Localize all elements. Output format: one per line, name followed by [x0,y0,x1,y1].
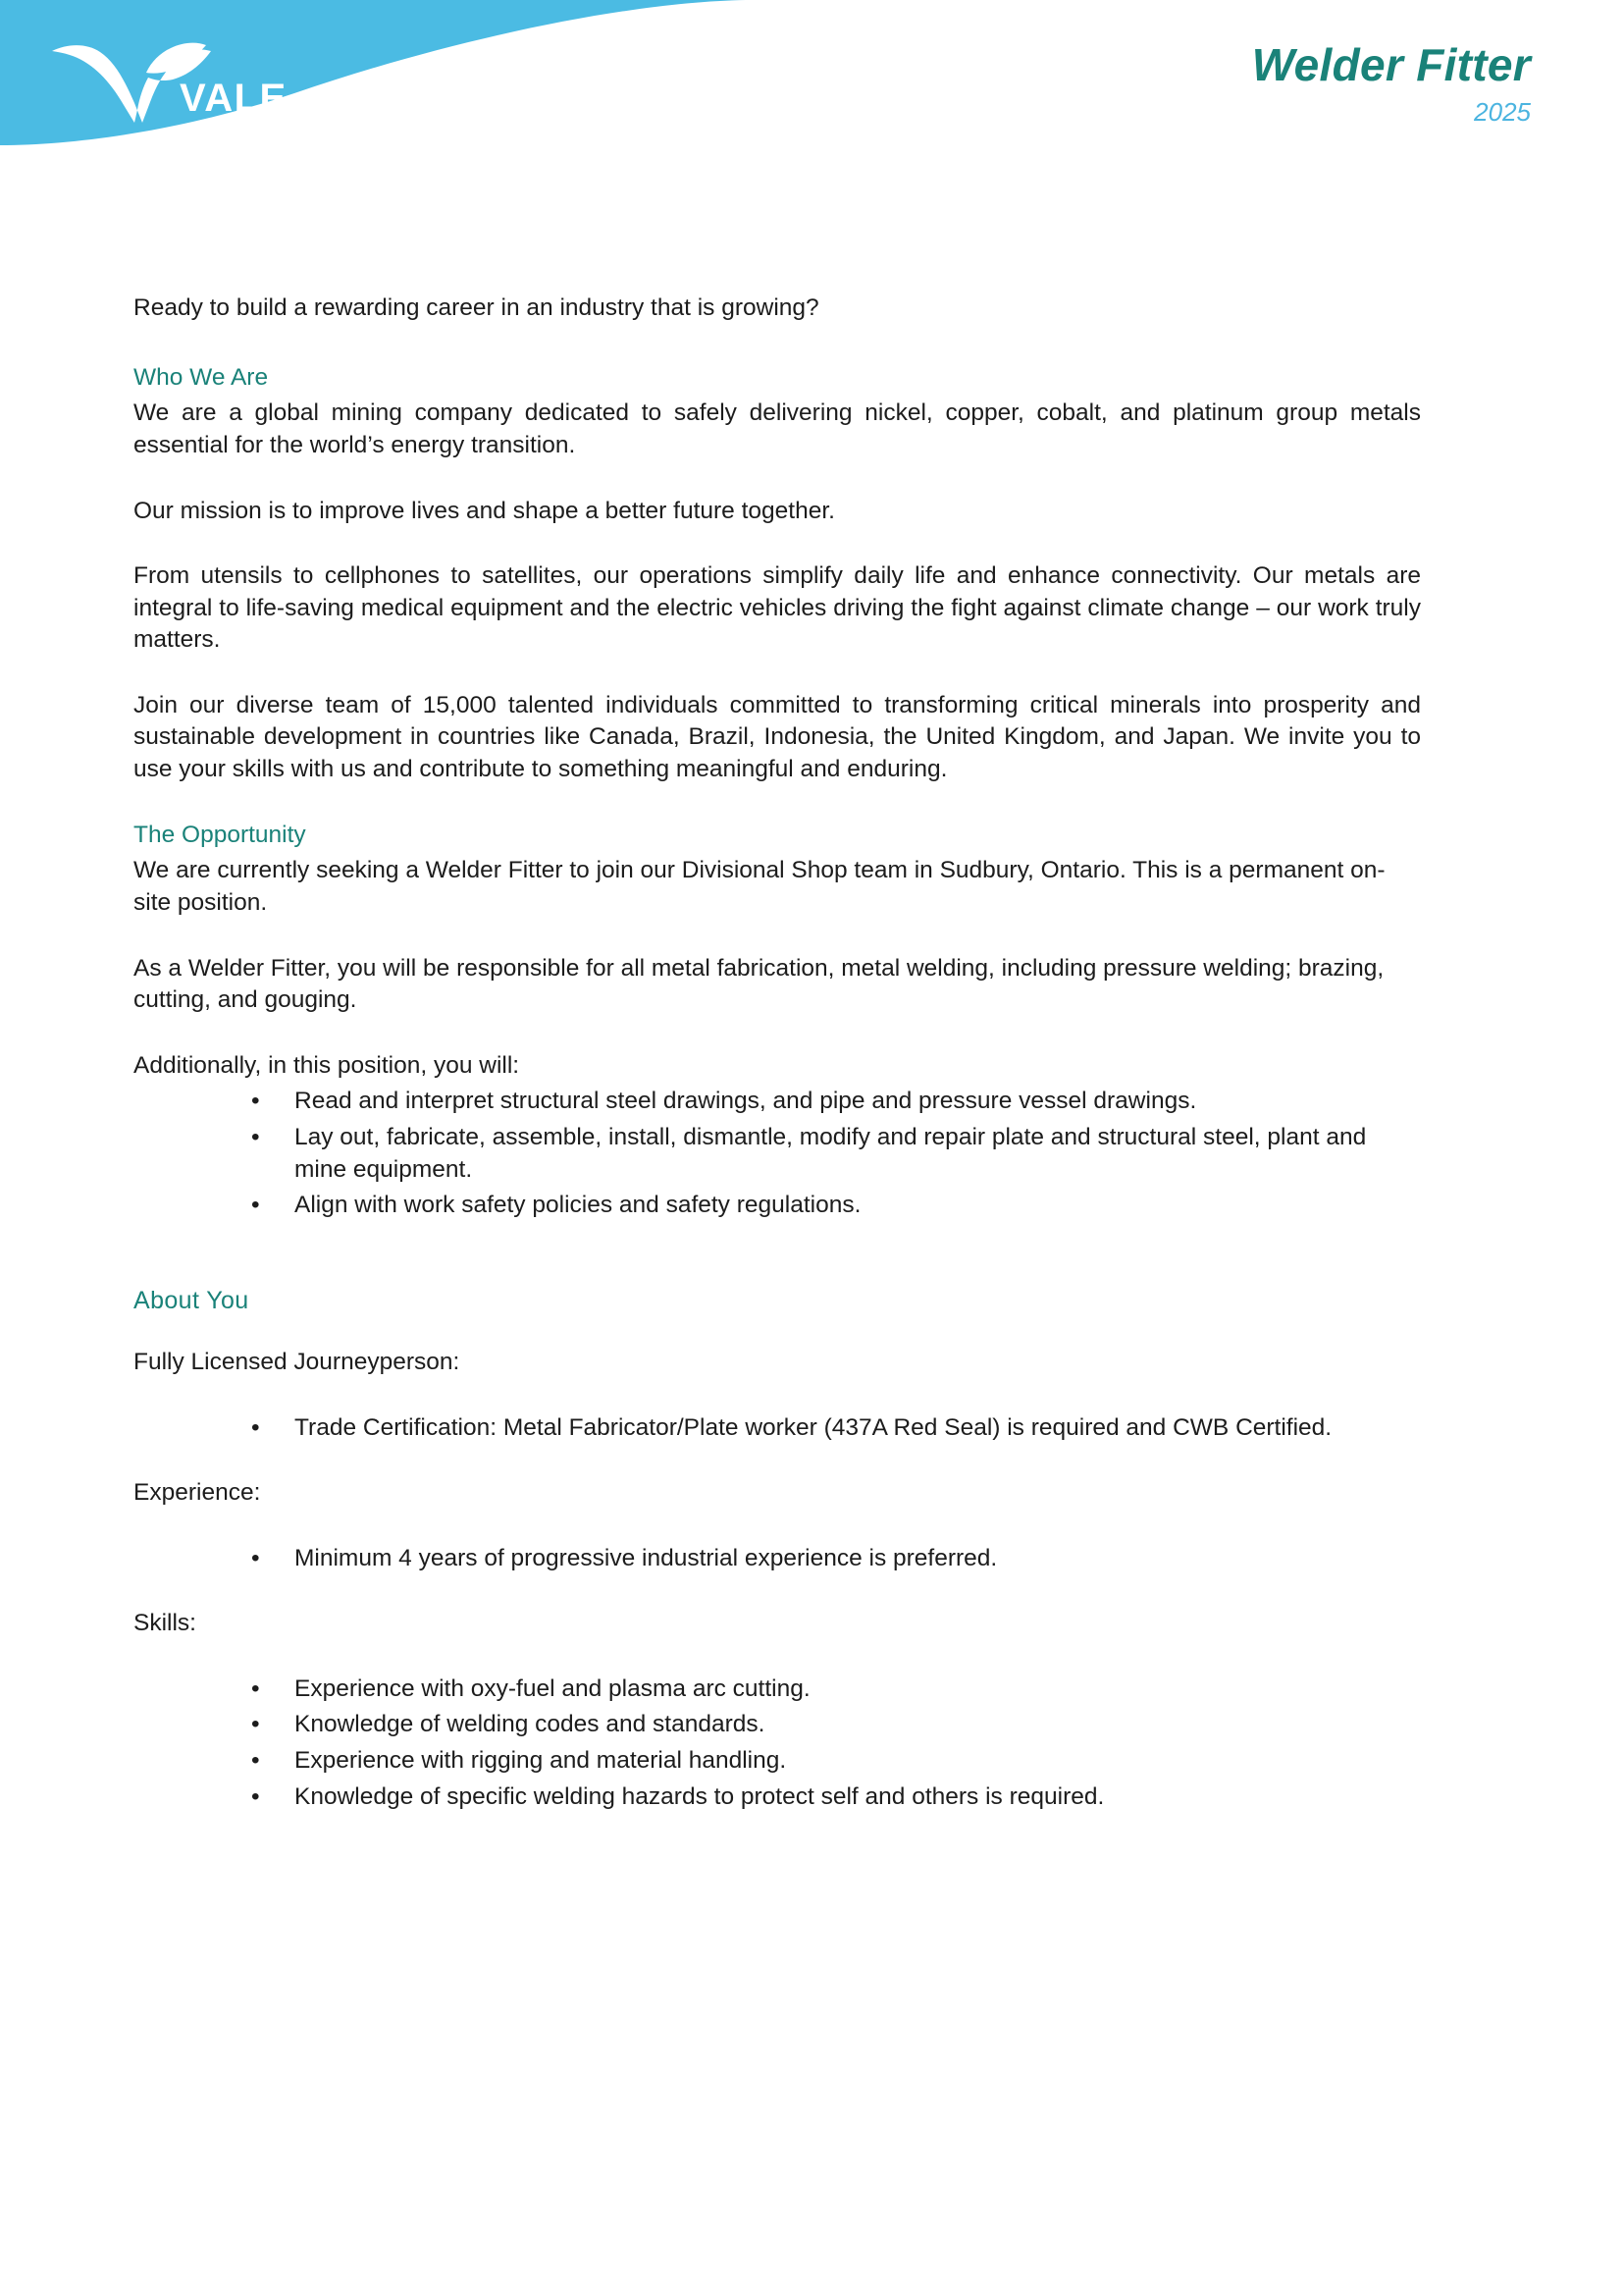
bullet-dot-icon: • [251,1782,260,1810]
list-item [133,1709,1421,1741]
lead-paragraph: Ready to build a rewarding career in an industry that is growing? [133,294,819,321]
page-header [0,0,1624,226]
paragraph-opportunity-1: We are currently seeking a Welder Fitter to join our Divisional Shop team in Sudbury, Ontario. This is a permanent on-site position. [133,857,1386,917]
bullet-dot-icon: • [251,1088,260,1115]
subsection-label-journeyperson: Fully Licensed Journeyperson: [133,1348,460,1375]
list-item-text: Minimum 4 years of progressive industrial experience is preferred. [294,1544,998,1571]
list-item [133,1122,1421,1186]
paragraph-who-we-are-3: From utensils to cellphones to satellites, our operations simplify daily life and enhance connectivity. Our metals are integral to life-saving medical equipment and the electric vehicles driving the fight against climate change – our work truly matters. [133,562,1421,654]
spacer [133,1317,1421,1347]
paragraph-who-we-are-4: Join our diverse team of 15,000 talented individuals committed to transforming critical minerals into prosperity and sustainable development in countries like Canada, Brazil, Indonesia, the United Kingdom, and Japan. We invite you to use your skills with us and contribute to something meaningful and enduring. [133,691,1421,783]
bullet-dot-icon: • [251,1413,260,1441]
document-body [133,292,1421,1846]
bullet-list-responsibilities [133,1086,1421,1221]
bullet-dot-icon: • [251,1674,260,1702]
section-heading-the-opportunity: The Opportunity [133,821,306,848]
header-title-block [844,39,1531,128]
bullet-list-skills [133,1674,1421,1813]
list-item [133,1086,1421,1118]
list-item [133,1412,1421,1445]
list-item-text: Knowledge of specific welding hazards to protect self and others is required. [294,1782,1105,1810]
list-item [133,1674,1421,1706]
bullet-dot-icon: • [251,1123,260,1150]
bullet-dot-icon: • [251,1711,260,1738]
page-title: Welder Fitter [1251,39,1531,90]
bullet-list-journeyperson [133,1412,1421,1445]
paragraph-opportunity-2: As a Welder Fitter, you will be responsible for all metal fabrication, metal welding, including pressure welding; brazing, cutting, and gouging. [133,954,1385,1014]
section-heading-about-you: About You [133,1286,249,1314]
list-item-text: Read and interpret structural steel drawings, and pipe and pressure vessel drawings. [294,1088,1197,1115]
list-item-text: Align with work safety policies and safety regulations. [294,1192,862,1219]
spacer [133,1255,1421,1285]
list-intro-opportunity: Additionally, in this position, you will: [133,1051,520,1079]
page-year: 2025 [1474,96,1531,127]
list-item [133,1745,1421,1778]
vale-logo [44,29,289,137]
bullet-list-experience [133,1543,1421,1575]
list-item [133,1781,1421,1814]
bullet-dot-icon: • [251,1544,260,1571]
paragraph-who-we-are-1: We are a global mining company dedicated to safely delivering nickel, copper, cobalt, and platinum group metals essential for the world’s energy transition. [133,399,1421,458]
list-item-text: Knowledge of welding codes and standards. [294,1711,765,1738]
logo-wordmark: VALE [180,77,288,120]
list-item [133,1190,1421,1222]
list-item-text: Trade Certification: Metal Fabricator/Plate worker (437A Red Seal) is required and CWB Certified. [294,1413,1333,1441]
subsection-label-experience: Experience: [133,1479,261,1507]
list-item [133,1543,1421,1575]
paragraph-who-we-are-2: Our mission is to improve lives and shape a better future together. [133,497,835,524]
bullet-dot-icon: • [251,1746,260,1774]
list-item-text: Experience with oxy-fuel and plasma arc cutting. [294,1674,811,1702]
list-item-text: Experience with rigging and material handling. [294,1746,787,1774]
vale-bird-v-logo [44,29,289,137]
bullet-dot-icon: • [251,1192,260,1219]
section-heading-who-we-are: Who We Are [133,363,269,391]
list-item-text: Lay out, fabricate, assemble, install, dismantle, modify and repair plate and structural steel, plant and mine equipment. [294,1123,1367,1183]
subsection-label-skills: Skills: [133,1610,196,1637]
